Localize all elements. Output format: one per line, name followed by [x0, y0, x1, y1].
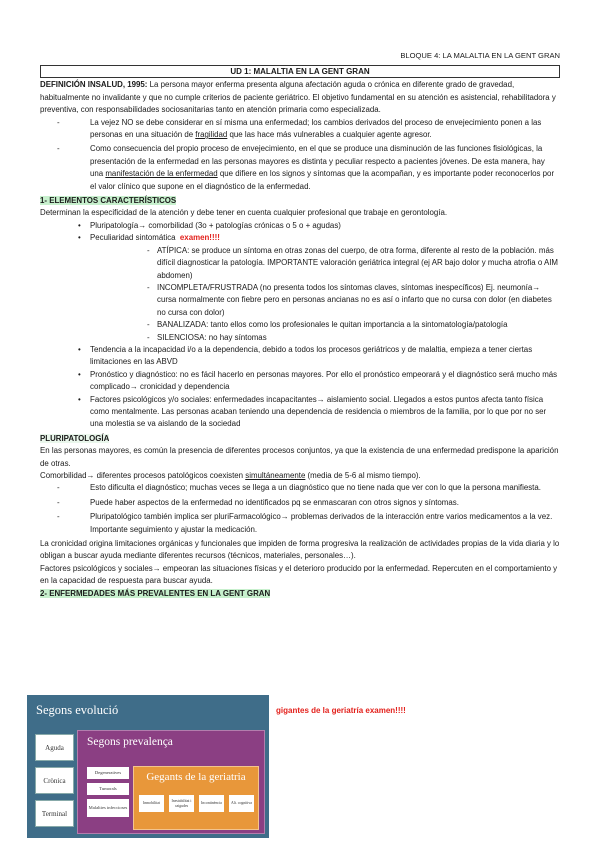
prevalenca-box: Degeneratives [87, 767, 129, 779]
list-item: - BANALIZADA: tanto ellos como los profesionales le quitan importancia a la sintomatología/patología [157, 319, 560, 331]
list-item [90, 232, 560, 344]
evolucio-title: Segons evolució [36, 703, 119, 717]
geriatria-box: Inestabilitat i caigudes [169, 795, 194, 812]
pluri-paragraph-4: Factores psicológicos y sociales→ empeoran las situaciones físicas y el deterioro producido por la enfermedad. Repercuten en el comportamiento y en la capacidad de respuesta para buscar ayuda. [40, 563, 558, 586]
list-item: • Tendencia a la incapacidad i/o a la dependencia, debido a todos los procesos geriátricos y de malaltia, empieza a tener ciertas limitaciones en las ABVD [90, 344, 560, 369]
text-run: Como consecuencia del propio proceso de envejecimiento, en el que se produce una disminución de las funciones fisiológicas, la presentación de la enfermedad en las personas mayores es distinta y peculiar respecto a pacientes jóvenes. De esta manera, hay una [90, 144, 545, 179]
text-run: (media de 5-6 al mismo tiempo). [305, 471, 421, 480]
prevalenca-box: Tumorals [87, 783, 129, 795]
elements-list [40, 220, 560, 431]
definition-text: La persona mayor enferma presenta alguna afectación aguda o crónica en diferente grado de gravedad, habitualmente no invalidante y que no cumple criterios de paciente geriátrico. El objetivo fundamental en su atención es asistencial, rehabilitadora y preventiva, con responsabilidades sociosanitarias tanto en atención primaria como especializada. [40, 80, 556, 115]
document-page [40, 50, 560, 600]
geriatria-box: Alt. cognitiva [229, 795, 254, 812]
pluri-list [40, 482, 560, 536]
pluri-paragraph-3: La cronicidad origina limitaciones orgánicas y funcionales que impiden de forma progresiva la realización de actividades propias de la vida diaria y lo obligan a buscar ayuda mediante diferentes recursos (técnicos, materiales, personales…). [40, 539, 560, 561]
underlined-term: fragilidad [195, 130, 228, 140]
evolucio-box: Terminal [35, 800, 74, 827]
symptom-list [90, 245, 560, 344]
text-run: que difiere en los signos y síntomas que la acompañan, y es importante poder reconocerlos por el valor clínico que supone en el diagnóstico de la enfermedad. [90, 169, 555, 191]
unit-title: UD 1: MALALTIA EN LA GENT GRAN [40, 65, 560, 78]
list-item: - Puede haber aspectos de la enfermedad no identificados pq se enmascaran con otros signos y síntomas. [90, 497, 560, 509]
text-run: Peculiaridad sintomática [90, 233, 176, 243]
list-item: - Pluripatológico también implica ser pluriFarmacológico→ problemas derivados de la interacción entre varios medicamentos a la vez. Importante seguimiento y ajustar la medicación. [90, 511, 560, 536]
geriatria-box: Inmobilitat [139, 795, 164, 812]
geriatria-title: Gegants de la geriatria [146, 771, 246, 783]
text-run: La vejez NO se debe considerar en sí misma una enfermedad; los cambios derivados del proceso de envejecimiento ponen a las personas en una situación de [90, 117, 542, 140]
text-run: que las hace más vulnerables a cualquier agente agresor. [227, 130, 432, 140]
list-item: - Esto dificulta el diagnóstico; muchas veces se llega a un diagnóstico que no tiene nada que ver con lo que la persona manifiesta. [90, 482, 560, 494]
list-item: • Pluripatología→ comorbilidad (3o + patologías crónicas o 5 o + agudas) [90, 220, 560, 232]
geriatric-giants-exam-note: gigantes de la geriatría examen!!!! [276, 706, 406, 715]
underlined-term: manifestación de la enfermedad [105, 169, 218, 179]
geriatria-box: Incontinència [199, 795, 224, 812]
list-item: - INCOMPLETA/FRUSTRADA (no presenta todos los síntomas claves, síntomas inespecíficos) Ej. neumonía→ cursa normalmente con fiebre pero en personas ancianas no es así o infarto que no cursa con dolor (en diabetes no cursa con dolor) [157, 282, 560, 319]
text-run: Comorbilidad→ diferentes procesos patológicos coexisten [40, 471, 246, 480]
list-item: • Pronóstico y diagnóstico: no es fácil hacerlo en personas mayores. Por ello el pronóstico empeorará y el diagnóstico será mucho más complicado→ cronicidad y dependencia [90, 369, 560, 394]
prevalenca-title: Segons prevalença [87, 736, 173, 748]
evolucio-box: Aguda [35, 734, 74, 761]
section1-heading: 1- ELEMENTOS CARACTERÍSTICOS [40, 196, 177, 206]
exam-note: examen!!!! [179, 233, 220, 243]
pluri-paragraph-2 [40, 470, 560, 482]
list-item [90, 143, 560, 193]
geriatria-panel [133, 766, 259, 830]
evolucio-box: Crònica [35, 767, 74, 794]
disease-classification-diagram [27, 695, 269, 838]
pluri-paragraph-1: En las personas mayores, es común la presencia de diferentes procesos conjuntos, ya que la existencia de una enfermedad predispone la aparición de otras. [40, 446, 559, 468]
pluripatologia-heading: PLURIPATOLOGÍA [40, 433, 110, 443]
section2-heading: 2- ENFERMEDADES MÁS PREVALENTES EN LA GENT GRAN [40, 588, 271, 598]
list-item: • Factores psicológicos y/o sociales: enfermedades incapacitantes→ aislamiento social. Llegados a estos puntos afecta tanto física como mentalmente. Las personas acaban teniendo una dependencia de residencia o miembros de la familia, por lo que por no ser una molestia se va aislando de la sociedad [90, 394, 560, 431]
section1-intro: Determinan la especificidad de la atención y debe tener en cuenta cualquier profesional que trabaje en gerontología. [40, 208, 448, 218]
list-item: - ATÍPICA: se produce un síntoma en otras zonas del cuerpo, de otra forma, diferente al resto de la población. más difícil diagnosticar la patología. IMPORTANTE valoración geriátrica integral (ej AR bajo dolor y mucha atrofia o AIM abdomen) [157, 245, 560, 282]
list-item: - SILENCIOSA: no hay síntomas [157, 332, 560, 344]
page-header: BLOQUE 4: LA MALALTIA EN LA GENT GRAN [400, 51, 560, 60]
underlined-term: simultáneamente [245, 471, 306, 480]
prevalenca-panel [77, 730, 265, 834]
definition-list [40, 117, 560, 193]
definition-label: DEFINICIÓN INSALUD, 1995: [40, 80, 148, 90]
list-item [90, 117, 560, 142]
prevalenca-box: Malalties infeccioses [87, 799, 129, 817]
definition-paragraph [40, 79, 560, 116]
